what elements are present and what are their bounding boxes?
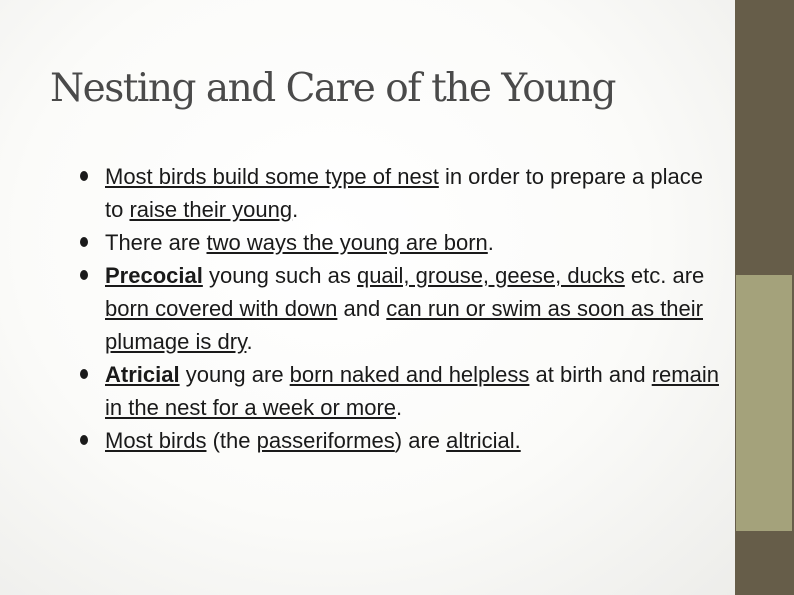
underlined-text: raise their young (129, 197, 293, 222)
side-strip-accent (736, 275, 792, 531)
underlined-text: passeriformes (256, 428, 395, 453)
bullet-text: ) are (394, 428, 447, 453)
underlined-text: altricial. (446, 428, 521, 453)
slide-title: Nesting and Care of the Young (50, 66, 615, 111)
bullet-text: etc. are (624, 263, 705, 288)
bullet-text: at birth and (529, 362, 652, 387)
underlined-text: two ways the young are born (206, 230, 488, 255)
underlined-text: remain in the nest for a week or more (105, 362, 719, 420)
bullet-text: . (487, 230, 494, 255)
bullet-text: in order to prepare a place to (105, 164, 703, 222)
bullet-text: young such as (202, 263, 357, 288)
bullet-dot-icon (80, 270, 88, 280)
underlined-text: quail, grouse, geese, ducks (356, 263, 625, 288)
bullet-dot-icon (80, 171, 88, 181)
bullet-text: . (292, 197, 299, 222)
underlined-text: Most birds (105, 428, 207, 453)
underlined-text: can run or swim as soon as their plumage is dry (105, 296, 703, 354)
underlined-text: born naked and helpless (289, 362, 530, 387)
bullet-text: . (396, 395, 403, 420)
bullet-dot-icon (80, 237, 88, 247)
bullet-dot-icon (80, 369, 88, 379)
bullet-item (80, 226, 725, 259)
underlined-text: Most birds build some type of nest (105, 164, 439, 189)
bullet-text: young are (179, 362, 290, 387)
bullet-text: . (246, 329, 253, 354)
bullet-list (80, 160, 725, 457)
bullet-item (80, 358, 725, 424)
bullet-item (80, 160, 725, 226)
underlined-text: Precocial (105, 263, 203, 288)
bullet-text: and (337, 296, 387, 321)
bullet-text: (the (206, 428, 257, 453)
bullet-item (80, 424, 725, 457)
bullet-dot-icon (80, 435, 88, 445)
underlined-text: born covered with down (105, 296, 338, 321)
underlined-text: Atricial (105, 362, 180, 387)
bullet-item (80, 259, 725, 358)
bullet-text: There are (105, 230, 207, 255)
